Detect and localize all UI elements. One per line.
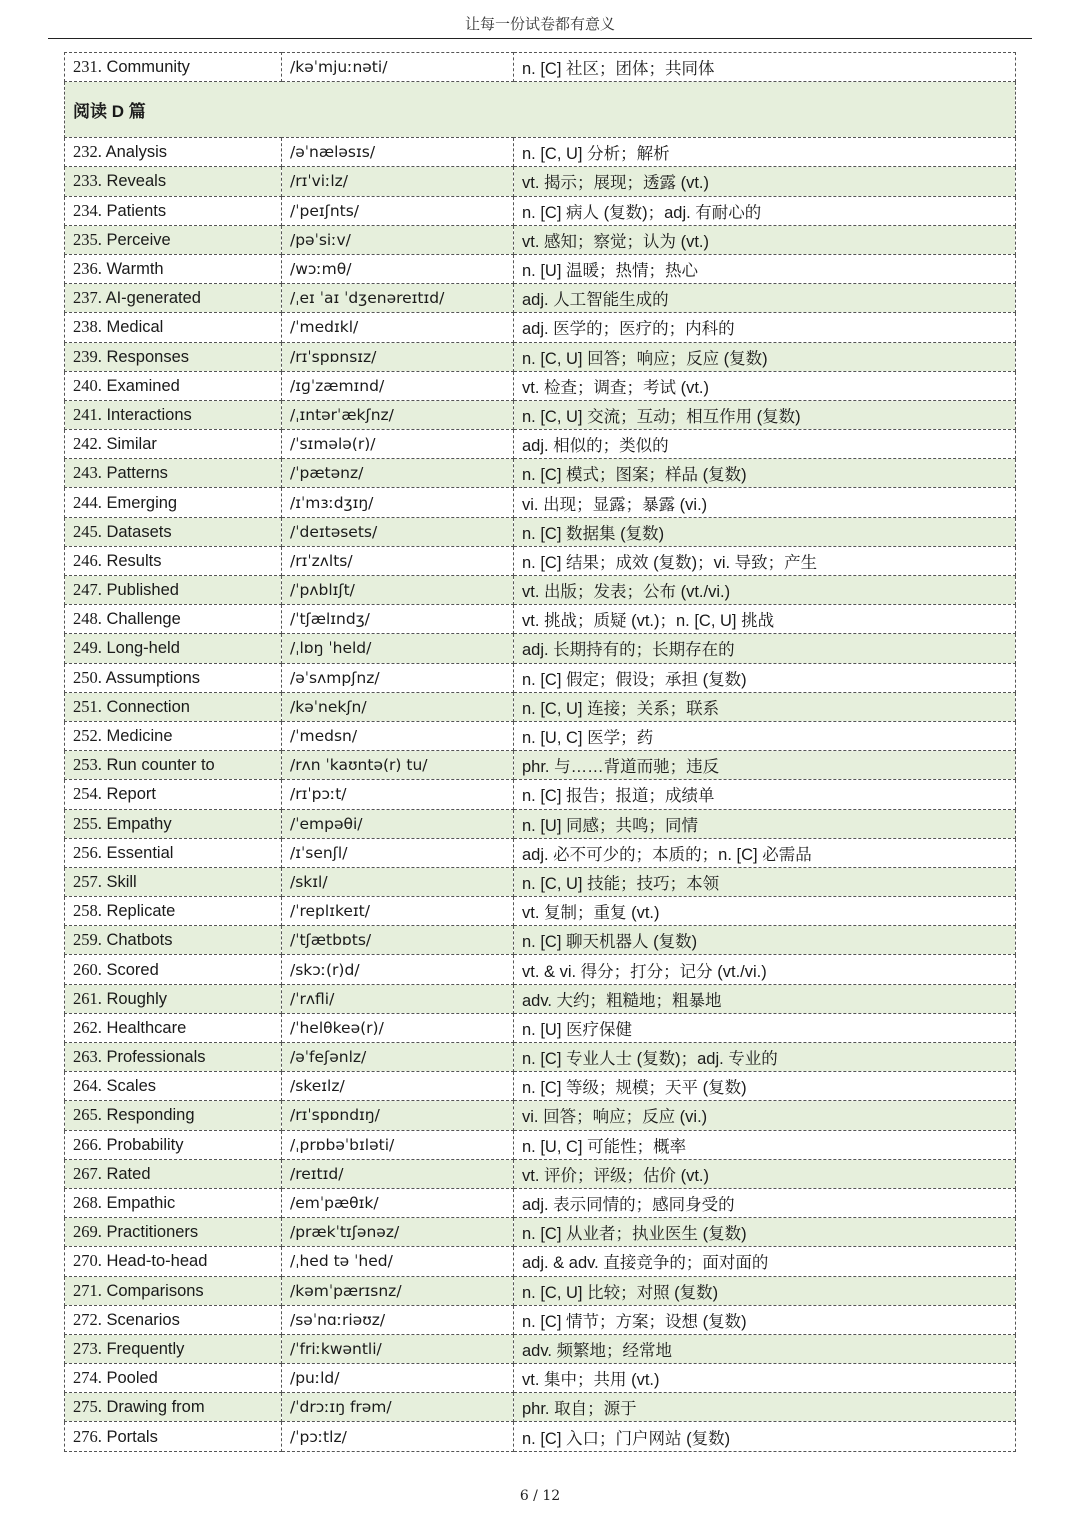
table-row: [65, 371, 1016, 400]
phonetic-cell: /skɪl/: [282, 867, 514, 896]
definition-cell: n. [C, U] 分析；解析: [514, 138, 1016, 167]
table-row: [65, 1247, 1016, 1276]
word-cell: [65, 430, 282, 459]
table-row: [65, 342, 1016, 371]
table-row: [65, 1013, 1016, 1042]
entry-word: Scenarios: [106, 1310, 180, 1329]
phonetic-cell: /wɔːmθ/: [282, 254, 514, 283]
phonetic-cell: /ɪɡˈzæmɪnd/: [282, 371, 514, 400]
word-cell: [65, 459, 282, 488]
word-cell: [65, 254, 282, 283]
table-row: [65, 1218, 1016, 1247]
table-row: [65, 1101, 1016, 1130]
entry-number: 240.: [73, 375, 102, 395]
table-row: [65, 1364, 1016, 1393]
table-row: [65, 1276, 1016, 1305]
entry-word: Chatbots: [106, 931, 173, 950]
word-cell: [65, 1247, 282, 1276]
definition-cell: n. [C, U] 比较；对照 (复数): [514, 1276, 1016, 1305]
entry-word: Practitioners: [106, 1223, 199, 1242]
entry-number: 258.: [73, 901, 102, 921]
phonetic-cell: /ˈempəθi/: [282, 809, 514, 838]
table-row: [65, 926, 1016, 955]
table-row: [65, 400, 1016, 429]
word-cell: [65, 488, 282, 517]
table-row: [65, 984, 1016, 1013]
entry-word: Published: [106, 581, 179, 600]
phonetic-cell: /rɪˈzʌlts/: [282, 546, 514, 575]
definition-cell: vt. 检查；调查；考试 (vt.): [514, 371, 1016, 400]
entry-word: Replicate: [106, 902, 176, 921]
entry-number: 262.: [73, 1017, 102, 1037]
entry-number: 260.: [73, 959, 102, 979]
table-row: [65, 488, 1016, 517]
definition-cell: n. [C, U] 连接；关系；联系: [514, 692, 1016, 721]
page-number: 6 / 12: [519, 1488, 561, 1504]
definition-cell: vt. & vi. 得分；打分；记分 (vt./vi.): [514, 955, 1016, 984]
word-cell: [65, 1422, 282, 1451]
definition-cell: adj. 人工智能生成的: [514, 284, 1016, 313]
definition-cell: adj. 长期持有的；长期存在的: [514, 634, 1016, 663]
phonetic-cell: /puːld/: [282, 1364, 514, 1393]
definition-cell: phr. 取自；源于: [514, 1393, 1016, 1422]
entry-number: 264.: [73, 1076, 102, 1096]
entry-number: 266.: [73, 1134, 102, 1154]
word-cell: [65, 517, 282, 546]
entry-word: Empathic: [106, 1194, 176, 1213]
word-cell: [65, 751, 282, 780]
word-cell: [65, 546, 282, 575]
entry-number: 270.: [73, 1251, 102, 1271]
table-row: [65, 1159, 1016, 1188]
entry-word: Medical: [106, 318, 164, 337]
phonetic-cell: /ˈdrɔːɪŋ frəm/: [282, 1393, 514, 1422]
entry-number: 275.: [73, 1397, 102, 1417]
table-row: [65, 634, 1016, 663]
entry-word: Scales: [106, 1077, 156, 1096]
table-row: [65, 138, 1016, 167]
word-cell: [65, 663, 282, 692]
table-row: [65, 692, 1016, 721]
word-cell: [65, 1188, 282, 1217]
definition-cell: n. [C] 入口；门户网站 (复数): [514, 1422, 1016, 1451]
phonetic-cell: /ˌprɒbəˈbɪləti/: [282, 1130, 514, 1159]
phonetic-cell: /pəˈsiːv/: [282, 225, 514, 254]
word-cell: [65, 1043, 282, 1072]
phonetic-cell: /emˈpæθɪk/: [282, 1188, 514, 1217]
table-row: [65, 897, 1016, 926]
entry-number: 235.: [73, 229, 102, 249]
phonetic-cell: /ɪˈmɜːdʒɪŋ/: [282, 488, 514, 517]
entry-number: 234.: [73, 200, 102, 220]
table-row: [65, 430, 1016, 459]
entry-number: 247.: [73, 580, 102, 600]
word-cell: [65, 1072, 282, 1101]
entry-number: 255.: [73, 813, 102, 833]
definition-cell: vt. 评价；评级；估价 (vt.): [514, 1159, 1016, 1188]
definition-cell: n. [C, U] 回答；响应；反应 (复数): [514, 342, 1016, 371]
entry-number: 244.: [73, 492, 102, 512]
phonetic-cell: /ˈpɔːtlz/: [282, 1422, 514, 1451]
definition-cell: vt. 集中；共用 (vt.): [514, 1364, 1016, 1393]
phonetic-cell: /ˈtʃætbɒts/: [282, 926, 514, 955]
entry-word: Patients: [106, 201, 167, 220]
definition-cell: n. [C] 情节；方案；设想 (复数): [514, 1305, 1016, 1334]
table-row: [65, 1422, 1016, 1451]
phonetic-cell: /ˈhelθkeə(r)/: [282, 1013, 514, 1042]
table-row: [65, 867, 1016, 896]
entry-word: Assumptions: [105, 668, 201, 687]
entry-number: 252.: [73, 726, 102, 746]
entry-number: 241.: [73, 404, 102, 424]
entry-number: 267.: [73, 1163, 102, 1183]
word-cell: [65, 838, 282, 867]
phonetic-cell: /ˈpʌblɪʃt/: [282, 576, 514, 605]
word-cell: [65, 897, 282, 926]
entry-word: Reveals: [106, 172, 167, 191]
entry-word: Long-held: [106, 639, 180, 658]
word-cell: [65, 167, 282, 196]
word-cell: [65, 284, 282, 313]
table-row: [65, 196, 1016, 225]
phonetic-cell: /ˈrʌfli/: [282, 984, 514, 1013]
entry-number: 245.: [73, 521, 102, 541]
definition-cell: n. [C] 社区；团体；共同体: [514, 53, 1016, 82]
entry-number: 233.: [73, 171, 102, 191]
phonetic-cell: /ˈdeɪtəsets/: [282, 517, 514, 546]
table-row: [65, 663, 1016, 692]
definition-cell: n. [C] 数据集 (复数): [514, 517, 1016, 546]
phonetic-cell: /ˈfriːkwəntli/: [282, 1334, 514, 1363]
word-cell: [65, 1393, 282, 1422]
definition-cell: vi. 回答；响应；反应 (vi.): [514, 1101, 1016, 1130]
word-cell: [65, 138, 282, 167]
entry-number: 257.: [73, 871, 102, 891]
entry-number: 238.: [73, 317, 102, 337]
entry-number: 231.: [73, 57, 102, 77]
word-cell: [65, 605, 282, 634]
entry-number: 274.: [73, 1368, 102, 1388]
phonetic-cell: /əˈfeʃənlz/: [282, 1043, 514, 1072]
entry-number: 243.: [73, 463, 102, 483]
entry-word: Analysis: [105, 143, 168, 162]
definition-cell: n. [U, C] 可能性；概率: [514, 1130, 1016, 1159]
entry-word: Similar: [106, 435, 157, 454]
word-cell: [65, 1159, 282, 1188]
table-row: [65, 517, 1016, 546]
definition-cell: adj. 表示同情的；感同身受的: [514, 1188, 1016, 1217]
table-row: [65, 605, 1016, 634]
word-cell: [65, 692, 282, 721]
definition-cell: n. [C] 假定；假设；承担 (复数): [514, 663, 1016, 692]
phonetic-cell: /ˈmedsn/: [282, 721, 514, 750]
word-cell: [65, 400, 282, 429]
phonetic-cell: /skɔː(r)d/: [282, 955, 514, 984]
table-row: [65, 1334, 1016, 1363]
section-title: 阅读 D 篇: [65, 82, 1016, 138]
word-cell: [65, 1130, 282, 1159]
definition-cell: n. [C, U] 技能；技巧；本领: [514, 867, 1016, 896]
definition-cell: n. [U, C] 医学；药: [514, 721, 1016, 750]
entry-number: 268.: [73, 1193, 102, 1213]
entry-number: 259.: [73, 930, 102, 950]
entry-word: Emerging: [106, 493, 178, 512]
table-row: [65, 1188, 1016, 1217]
entry-word: AI-generated: [105, 289, 201, 308]
entry-number: 246.: [73, 550, 102, 570]
definition-cell: vt. 出版；发表；公布 (vt./vi.): [514, 576, 1016, 605]
entry-word: Probability: [106, 1135, 184, 1154]
entry-number: 239.: [73, 346, 102, 366]
entry-word: Results: [106, 551, 162, 570]
phonetic-cell: /kəmˈpærɪsnz/: [282, 1276, 514, 1305]
definition-cell: n. [C] 报告；报道；成绩单: [514, 780, 1016, 809]
entry-number: 272.: [73, 1309, 102, 1329]
definition-cell: n. [C] 结果；成效 (复数)；vi. 导致；产生: [514, 546, 1016, 575]
word-cell: [65, 780, 282, 809]
phonetic-cell: /ˌhed tə ˈhed/: [282, 1247, 514, 1276]
phonetic-cell: /rʌn ˈkaʊntə(r) tu/: [282, 751, 514, 780]
word-cell: [65, 225, 282, 254]
entry-word: Healthcare: [106, 1018, 187, 1037]
word-cell: [65, 867, 282, 896]
definition-cell: n. [C] 等级；规模；天平 (复数): [514, 1072, 1016, 1101]
table-row: [65, 576, 1016, 605]
entry-number: 253.: [73, 755, 102, 775]
table-row: [65, 809, 1016, 838]
word-cell: [65, 955, 282, 984]
phonetic-cell: /ˈmedɪkl/: [282, 313, 514, 342]
table-row: [65, 546, 1016, 575]
word-cell: [65, 809, 282, 838]
entry-word: Professionals: [106, 1048, 206, 1067]
definition-cell: n. [U] 温暖；热情；热心: [514, 254, 1016, 283]
phonetic-cell: /ˌlɒŋ ˈheld/: [282, 634, 514, 663]
entry-number: 263.: [73, 1047, 102, 1067]
entry-word: Responses: [106, 347, 190, 366]
word-cell: [65, 1305, 282, 1334]
definition-cell: vt. 挑战；质疑 (vt.)；n. [C, U] 挑战: [514, 605, 1016, 634]
phonetic-cell: /ˌɪntərˈækʃnz/: [282, 400, 514, 429]
definition-cell: phr. 与……背道而驰；违反: [514, 751, 1016, 780]
definition-cell: vi. 出现；显露；暴露 (vi.): [514, 488, 1016, 517]
vocabulary-table-body: [65, 53, 1016, 1452]
definition-cell: n. [C] 病人 (复数)；adj. 有耐心的: [514, 196, 1016, 225]
entry-number: 271.: [73, 1280, 102, 1300]
entry-number: 254.: [73, 784, 102, 804]
table-row: [65, 1305, 1016, 1334]
table-row: [65, 53, 1016, 82]
section-header-row: [65, 82, 1016, 138]
table-row: [65, 459, 1016, 488]
word-cell: [65, 721, 282, 750]
phonetic-cell: /rɪˈspɒnsɪz/: [282, 342, 514, 371]
entry-number: 276.: [73, 1426, 102, 1446]
entry-word: Responding: [106, 1106, 195, 1125]
table-row: [65, 1130, 1016, 1159]
word-cell: [65, 1364, 282, 1393]
vocabulary-table: [64, 52, 1016, 1452]
definition-cell: adj. & adv. 直接竞争的；面对面的: [514, 1247, 1016, 1276]
entry-number: 269.: [73, 1222, 102, 1242]
table-row: [65, 167, 1016, 196]
table-row: [65, 1072, 1016, 1101]
word-cell: [65, 196, 282, 225]
table-row: [65, 838, 1016, 867]
table-row: [65, 780, 1016, 809]
word-cell: [65, 576, 282, 605]
definition-cell: adj. 医学的；医疗的；内科的: [514, 313, 1016, 342]
table-row: [65, 284, 1016, 313]
entry-number: 256.: [73, 842, 102, 862]
page-header: 让每一份试卷都有意义: [48, 12, 1032, 39]
entry-word: Scored: [106, 960, 159, 979]
definition-cell: adv. 大约；粗糙地；粗暴地: [514, 984, 1016, 1013]
entry-word: Datasets: [106, 522, 172, 541]
phonetic-cell: /rɪˈpɔːt/: [282, 780, 514, 809]
entry-number: 242.: [73, 434, 102, 454]
phonetic-cell: /əˈsʌmpʃnz/: [282, 663, 514, 692]
entry-word: Roughly: [106, 989, 168, 1008]
definition-cell: n. [C] 模式；图案；样品 (复数): [514, 459, 1016, 488]
entry-word: Drawing from: [106, 1398, 205, 1417]
phonetic-cell: /ˌeɪ ˈaɪ ˈdʒenəreɪtɪd/: [282, 284, 514, 313]
table-row: [65, 1043, 1016, 1072]
table-row: [65, 254, 1016, 283]
phonetic-cell: /səˈnɑːriəʊz/: [282, 1305, 514, 1334]
entry-number: 251.: [73, 696, 102, 716]
definition-cell: n. [U] 同感；共鸣；同情: [514, 809, 1016, 838]
entry-number: 250.: [73, 667, 102, 687]
entry-word: Head-to-head: [106, 1252, 208, 1271]
definition-cell: n. [U] 医疗保健: [514, 1013, 1016, 1042]
phonetic-cell: /ˈreplɪkeɪt/: [282, 897, 514, 926]
entry-word: Pooled: [106, 1369, 158, 1388]
definition-cell: n. [C, U] 交流；互动；相互作用 (复数): [514, 400, 1016, 429]
entry-word: Essential: [106, 843, 174, 862]
definition-cell: vt. 感知；察觉；认为 (vt.): [514, 225, 1016, 254]
table-row: [65, 225, 1016, 254]
entry-number: 237.: [73, 288, 102, 308]
word-cell: [65, 53, 282, 82]
word-cell: [65, 634, 282, 663]
phonetic-cell: /kəˈnekʃn/: [282, 692, 514, 721]
phonetic-cell: /əˈnæləsɪs/: [282, 138, 514, 167]
entry-number: 273.: [73, 1338, 102, 1358]
table-row: [65, 751, 1016, 780]
entry-word: Interactions: [106, 405, 192, 424]
word-cell: [65, 926, 282, 955]
entry-word: Comparisons: [106, 1281, 204, 1300]
definition-cell: n. [C] 从业者；执业医生 (复数): [514, 1218, 1016, 1247]
phonetic-cell: /ˈtʃælɪndʒ/: [282, 605, 514, 634]
entry-number: 248.: [73, 609, 102, 629]
entry-word: Empathy: [106, 814, 172, 833]
entry-word: Frequently: [106, 1339, 185, 1358]
phonetic-cell: /rɪˈspɒndɪŋ/: [282, 1101, 514, 1130]
entry-number: 249.: [73, 638, 102, 658]
entry-word: Perceive: [106, 230, 171, 249]
entry-word: Skill: [106, 872, 137, 891]
phonetic-cell: /prækˈtɪʃənəz/: [282, 1218, 514, 1247]
entry-number: 232.: [73, 142, 102, 162]
definition-cell: n. [C] 专业人士 (复数)；adj. 专业的: [514, 1043, 1016, 1072]
entry-number: 236.: [73, 259, 102, 279]
phonetic-cell: /ˈpætənz/: [282, 459, 514, 488]
entry-word: Warmth: [106, 260, 164, 279]
definition-cell: n. [C] 聊天机器人 (复数): [514, 926, 1016, 955]
phonetic-cell: /ˈsɪmələ(r)/: [282, 430, 514, 459]
word-cell: [65, 342, 282, 371]
entry-word: Medicine: [106, 727, 173, 746]
entry-word: Rated: [106, 1164, 151, 1183]
definition-cell: adv. 频繁地；经常地: [514, 1334, 1016, 1363]
word-cell: [65, 1334, 282, 1363]
table-row: [65, 1393, 1016, 1422]
phonetic-cell: /ɪˈsenʃl/: [282, 838, 514, 867]
phonetic-cell: /ˈpeɪʃnts/: [282, 196, 514, 225]
definition-cell: adj. 相似的；类似的: [514, 430, 1016, 459]
phonetic-cell: /kəˈmjuːnəti/: [282, 53, 514, 82]
word-cell: [65, 313, 282, 342]
word-cell: [65, 1276, 282, 1305]
definition-cell: vt. 揭示；展现；透露 (vt.): [514, 167, 1016, 196]
entry-word: Report: [106, 785, 156, 804]
word-cell: [65, 1013, 282, 1042]
entry-word: Run counter to: [106, 756, 215, 775]
entry-word: Community: [106, 58, 190, 77]
word-cell: [65, 984, 282, 1013]
phonetic-cell: /rɪˈviːlz/: [282, 167, 514, 196]
entry-word: Examined: [106, 376, 180, 395]
word-cell: [65, 1218, 282, 1247]
table-row: [65, 955, 1016, 984]
definition-cell: adj. 必不可少的；本质的；n. [C] 必需品: [514, 838, 1016, 867]
entry-word: Connection: [106, 697, 190, 716]
table-row: [65, 721, 1016, 750]
entry-word: Portals: [106, 1427, 158, 1446]
phonetic-cell: /reɪtɪd/: [282, 1159, 514, 1188]
table-row: [65, 313, 1016, 342]
entry-number: 261.: [73, 988, 102, 1008]
word-cell: [65, 371, 282, 400]
phonetic-cell: /skeɪlz/: [282, 1072, 514, 1101]
entry-word: Patterns: [106, 464, 168, 483]
entry-number: 265.: [73, 1105, 102, 1125]
definition-cell: vt. 复制；重复 (vt.): [514, 897, 1016, 926]
word-cell: [65, 1101, 282, 1130]
entry-word: Challenge: [106, 610, 181, 629]
